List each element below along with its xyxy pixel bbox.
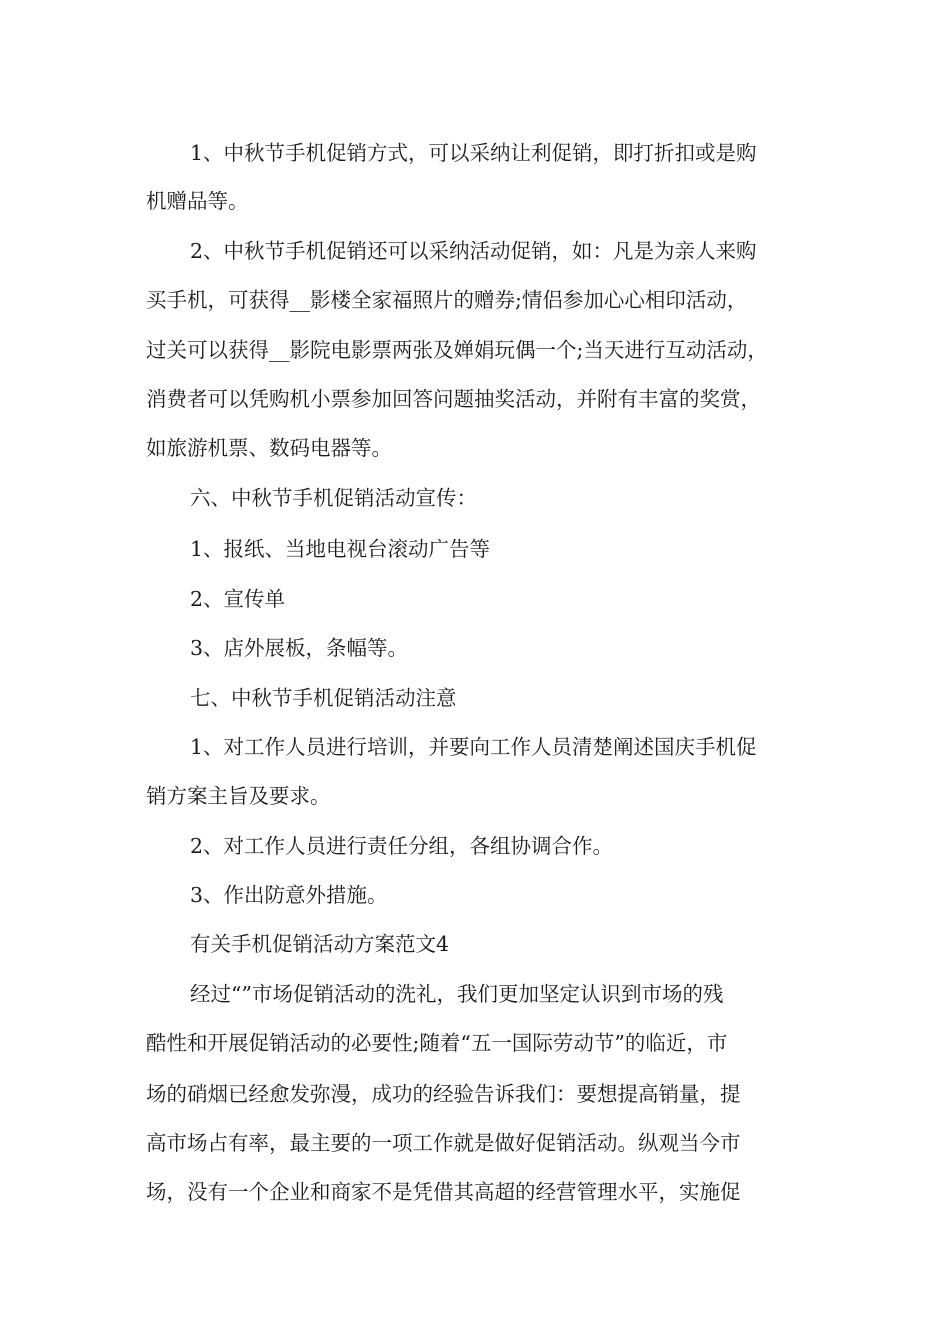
paragraph-line: 消费者可以凭购机小票参加回答问题抽奖活动，并附有丰富的奖赏，	[146, 387, 761, 411]
section-heading: 七、中秋节手机促销活动注意	[190, 686, 457, 710]
paragraph-line: 高市场占有率，最主要的一项工作就是做好促销活动。纵观当今市	[146, 1131, 741, 1155]
section-heading: 六、中秋节手机促销活动宣传：	[190, 486, 477, 510]
paragraph-line: 机赠品等。	[146, 189, 249, 213]
list-item: 3、店外展板，条幅等。	[190, 636, 409, 660]
list-item: 3、作出防意外措施。	[190, 883, 388, 907]
paragraph-line: 销方案主旨及要求。	[146, 784, 331, 808]
paragraph-line: 2、中秋节手机促销还可以采纳活动促销，如：凡是为亲人来购	[190, 239, 757, 263]
list-item: 1、报纸、当地电视台滚动广告等	[190, 537, 491, 561]
document-subtitle: 有关手机促销活动方案范文4	[190, 932, 450, 956]
paragraph-line: 1、中秋节手机促销方式，可以采纳让利促销，即打折扣或是购	[190, 141, 757, 165]
paragraph-line: 场的硝烟已经愈发弥漫，成功的经验告诉我们：要想提高销量，提	[146, 1082, 741, 1106]
paragraph-line: 如旅游机票、数码电器等。	[146, 436, 392, 460]
paragraph-line: 过关可以获得__影院电影票两张及婵娟玩偶一个;当天进行互动活动，	[146, 338, 768, 362]
list-item: 2、宣传单	[190, 587, 286, 611]
list-item: 2、对工作人员进行责任分组，各组协调合作。	[190, 834, 614, 858]
paragraph-line: 酷性和开展促销活动的必要性;随着“五一国际劳动节”的临近，市	[146, 1031, 728, 1055]
paragraph-line: 买手机，可获得__影楼全家福照片的赠券;情侣参加心心相印活动，	[146, 288, 748, 312]
paragraph-line: 场，没有一个企业和商家不是凭借其高超的经营管理水平，实施促	[146, 1180, 741, 1204]
paragraph-line: 经过“”市场促销活动的洗礼，我们更加坚定认识到市场的残	[190, 982, 724, 1006]
paragraph-line: 1、对工作人员进行培训，并要向工作人员清楚阐述国庆手机促	[190, 735, 757, 759]
